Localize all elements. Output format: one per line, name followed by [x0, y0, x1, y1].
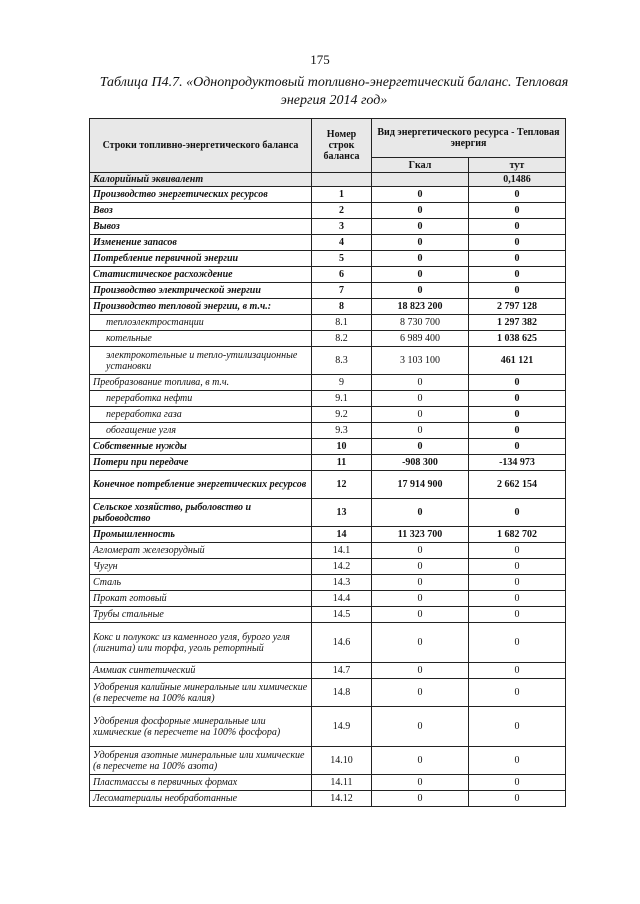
- row-value-tut: 0: [469, 283, 566, 299]
- row-name: Удобрения азотные минеральные или химические (в пересчете на 100% азота): [90, 747, 312, 775]
- table-row: [90, 407, 566, 423]
- row-value-tut: 0: [469, 251, 566, 267]
- row-value-gcal: 0: [372, 499, 469, 527]
- row-value-tut: 0: [469, 203, 566, 219]
- row-value-gcal: 0: [372, 235, 469, 251]
- table-row: [90, 439, 566, 455]
- row-number: 8.3: [312, 347, 372, 375]
- row-value-gcal: 0: [372, 283, 469, 299]
- table-row: [90, 375, 566, 391]
- row-value-gcal: 0: [372, 679, 469, 707]
- row-value-tut: 0: [469, 775, 566, 791]
- row-name: Лесоматериалы необработанные: [90, 791, 312, 807]
- row-value-tut: -134 973: [469, 455, 566, 471]
- row-number: 8.2: [312, 331, 372, 347]
- row-name: Кокс и полукокс из каменного угля, бурого угля (лигнита) или торфа, уголь ретортный: [90, 623, 312, 663]
- table-row: [90, 591, 566, 607]
- header-row-number: Номер строк баланса: [312, 119, 372, 173]
- row-number: 14.5: [312, 607, 372, 623]
- row-value-tut: 0: [469, 575, 566, 591]
- table-row: [90, 347, 566, 375]
- row-value-gcal: 18 823 200: [372, 299, 469, 315]
- row-name: Ввоз: [90, 203, 312, 219]
- row-number: 4: [312, 235, 372, 251]
- row-value-gcal: 0: [372, 375, 469, 391]
- row-value-tut: 1 297 382: [469, 315, 566, 331]
- row-value-tut: 2 797 128: [469, 299, 566, 315]
- row-number: 13: [312, 499, 372, 527]
- row-number: 14.2: [312, 559, 372, 575]
- table-row: [90, 775, 566, 791]
- row-value-tut: 0: [469, 375, 566, 391]
- table-row: [90, 527, 566, 543]
- row-name: теплоэлектростанции: [90, 315, 312, 331]
- row-name: обогащение угля: [90, 423, 312, 439]
- row-value-tut: 0: [469, 235, 566, 251]
- row-name: Прокат готовый: [90, 591, 312, 607]
- row-value-tut: 0: [469, 623, 566, 663]
- table-row: [90, 203, 566, 219]
- table-row: [90, 315, 566, 331]
- row-value-tut: 0: [469, 219, 566, 235]
- row-name: Чугун: [90, 559, 312, 575]
- row-value-gcal: 0: [372, 203, 469, 219]
- row-value-tut: 0: [469, 663, 566, 679]
- row-value-tut: 0: [469, 391, 566, 407]
- row-value-tut: 0: [469, 591, 566, 607]
- row-value-gcal: 0: [372, 747, 469, 775]
- row-number: 2: [312, 203, 372, 219]
- calorific-empty-gcal: [372, 173, 469, 187]
- row-number: 14: [312, 527, 372, 543]
- header-unit-tut: тут: [469, 158, 566, 173]
- row-value-tut: 1 682 702: [469, 527, 566, 543]
- table-row: [90, 267, 566, 283]
- row-name: Сельское хозяйство, рыболовство и рыбоводство: [90, 499, 312, 527]
- row-value-gcal: 0: [372, 251, 469, 267]
- row-value-gcal: 0: [372, 623, 469, 663]
- row-value-gcal: 0: [372, 267, 469, 283]
- row-value-tut: 461 121: [469, 347, 566, 375]
- row-value-gcal: 0: [372, 791, 469, 807]
- row-number: 9: [312, 375, 372, 391]
- row-number: 14.7: [312, 663, 372, 679]
- table-row: [90, 707, 566, 747]
- table-row: [90, 663, 566, 679]
- calorific-label: Калорийный эквивалент: [90, 173, 312, 187]
- row-value-gcal: -908 300: [372, 455, 469, 471]
- row-value-tut: 0: [469, 439, 566, 455]
- row-name: Пластмассы в первичных формах: [90, 775, 312, 791]
- table-row: [90, 235, 566, 251]
- row-number: 14.8: [312, 679, 372, 707]
- row-number: 1: [312, 187, 372, 203]
- row-value-tut: 0: [469, 187, 566, 203]
- table-row: [90, 559, 566, 575]
- row-value-gcal: 0: [372, 707, 469, 747]
- row-name: Преобразование топлива, в т.ч.: [90, 375, 312, 391]
- energy-balance-table: [89, 118, 566, 807]
- row-value-gcal: 0: [372, 775, 469, 791]
- row-value-tut: 0: [469, 747, 566, 775]
- row-value-tut: 0: [469, 423, 566, 439]
- header-row-name: Строки топливно-энергетического баланса: [90, 119, 312, 173]
- row-number: 14.12: [312, 791, 372, 807]
- row-value-tut: 0: [469, 707, 566, 747]
- row-value-gcal: 3 103 100: [372, 347, 469, 375]
- row-value-gcal: 17 914 900: [372, 471, 469, 499]
- row-number: 14.11: [312, 775, 372, 791]
- page-number: 175: [310, 52, 330, 67]
- row-number: 12: [312, 471, 372, 499]
- table-row: [90, 331, 566, 347]
- row-value-gcal: 0: [372, 559, 469, 575]
- row-value-gcal: 0: [372, 391, 469, 407]
- row-value-gcal: 0: [372, 607, 469, 623]
- row-number: 9.2: [312, 407, 372, 423]
- row-number: 9.3: [312, 423, 372, 439]
- row-number: 14.10: [312, 747, 372, 775]
- row-name: Удобрения фосфорные минеральные или химические (в пересчете на 100% фосфора): [90, 707, 312, 747]
- row-value-gcal: 0: [372, 575, 469, 591]
- row-name: Конечное потребление энергетических ресурсов: [90, 471, 312, 499]
- row-value-gcal: 11 323 700: [372, 527, 469, 543]
- row-value-gcal: 0: [372, 219, 469, 235]
- row-value-tut: 1 038 625: [469, 331, 566, 347]
- table-row: [90, 623, 566, 663]
- row-name: Изменение запасов: [90, 235, 312, 251]
- row-value-gcal: 8 730 700: [372, 315, 469, 331]
- table-row: [90, 679, 566, 707]
- row-value-tut: 0: [469, 679, 566, 707]
- table-row: [90, 455, 566, 471]
- row-value-gcal: 0: [372, 663, 469, 679]
- caption-line-1: Таблица П4.7. «Однопродуктовый топливно-энергетический баланс. Тепловая: [99, 75, 569, 90]
- table-row: [90, 283, 566, 299]
- table-row: [90, 471, 566, 499]
- row-name: Аммиак синтетический: [90, 663, 312, 679]
- row-value-tut: 0: [469, 791, 566, 807]
- row-number: 5: [312, 251, 372, 267]
- row-name: Производство тепловой энергии, в т.ч.:: [90, 299, 312, 315]
- caption-line-2: энергия 2014 год»: [280, 93, 388, 108]
- table-row: [90, 219, 566, 235]
- row-value-gcal: 0: [372, 187, 469, 203]
- row-number: 9.1: [312, 391, 372, 407]
- row-number: 14.4: [312, 591, 372, 607]
- row-number: 10: [312, 439, 372, 455]
- row-name: Потери при передаче: [90, 455, 312, 471]
- row-value-tut: 2 662 154: [469, 471, 566, 499]
- row-value-tut: 0: [469, 559, 566, 575]
- row-name: Трубы стальные: [90, 607, 312, 623]
- row-name: Вывоз: [90, 219, 312, 235]
- table-row: [90, 543, 566, 559]
- row-value-tut: 0: [469, 607, 566, 623]
- calorific-empty-num: [312, 173, 372, 187]
- row-value-gcal: 0: [372, 439, 469, 455]
- table-row: [90, 299, 566, 315]
- row-number: 8.1: [312, 315, 372, 331]
- row-name: электрокотельные и тепло-утилизационные установки: [90, 347, 312, 375]
- row-value-tut: 0: [469, 499, 566, 527]
- calorific-row: [90, 173, 566, 187]
- row-name: Сталь: [90, 575, 312, 591]
- row-name: Производство электрической энергии: [90, 283, 312, 299]
- row-value-gcal: 0: [372, 423, 469, 439]
- row-number: 3: [312, 219, 372, 235]
- row-value-tut: 0: [469, 543, 566, 559]
- row-number: 14.6: [312, 623, 372, 663]
- row-name: переработка нефти: [90, 391, 312, 407]
- table-caption: [96, 74, 572, 110]
- row-name: Агломерат железорудный: [90, 543, 312, 559]
- table-row: [90, 747, 566, 775]
- row-name: Статистическое расхождение: [90, 267, 312, 283]
- row-value-tut: 0: [469, 407, 566, 423]
- row-value-tut: 0: [469, 267, 566, 283]
- table-row: [90, 391, 566, 407]
- row-name: переработка газа: [90, 407, 312, 423]
- row-name: котельные: [90, 331, 312, 347]
- row-name: Производство энергетических ресурсов: [90, 187, 312, 203]
- calorific-value: 0,1486: [469, 173, 566, 187]
- row-name: Собственные нужды: [90, 439, 312, 455]
- row-value-gcal: 0: [372, 543, 469, 559]
- row-value-gcal: 0: [372, 407, 469, 423]
- table-row: [90, 187, 566, 203]
- row-number: 8: [312, 299, 372, 315]
- table-row: [90, 575, 566, 591]
- table-row: [90, 791, 566, 807]
- table-row: [90, 423, 566, 439]
- row-name: Промышленность: [90, 527, 312, 543]
- row-value-gcal: 6 989 400: [372, 331, 469, 347]
- table-row: [90, 251, 566, 267]
- row-number: 14.1: [312, 543, 372, 559]
- table-row: [90, 499, 566, 527]
- row-number: 14.9: [312, 707, 372, 747]
- row-number: 14.3: [312, 575, 372, 591]
- row-name: Потребление первичной энергии: [90, 251, 312, 267]
- table-row: [90, 607, 566, 623]
- row-number: 11: [312, 455, 372, 471]
- row-number: 6: [312, 267, 372, 283]
- header-resource-type: Вид энергетического ресурса - Тепловая энергия: [372, 119, 566, 158]
- row-name: Удобрения калийные минеральные или химические (в пересчете на 100% калия): [90, 679, 312, 707]
- row-value-gcal: 0: [372, 591, 469, 607]
- header-unit-gcal: Гкал: [372, 158, 469, 173]
- row-number: 7: [312, 283, 372, 299]
